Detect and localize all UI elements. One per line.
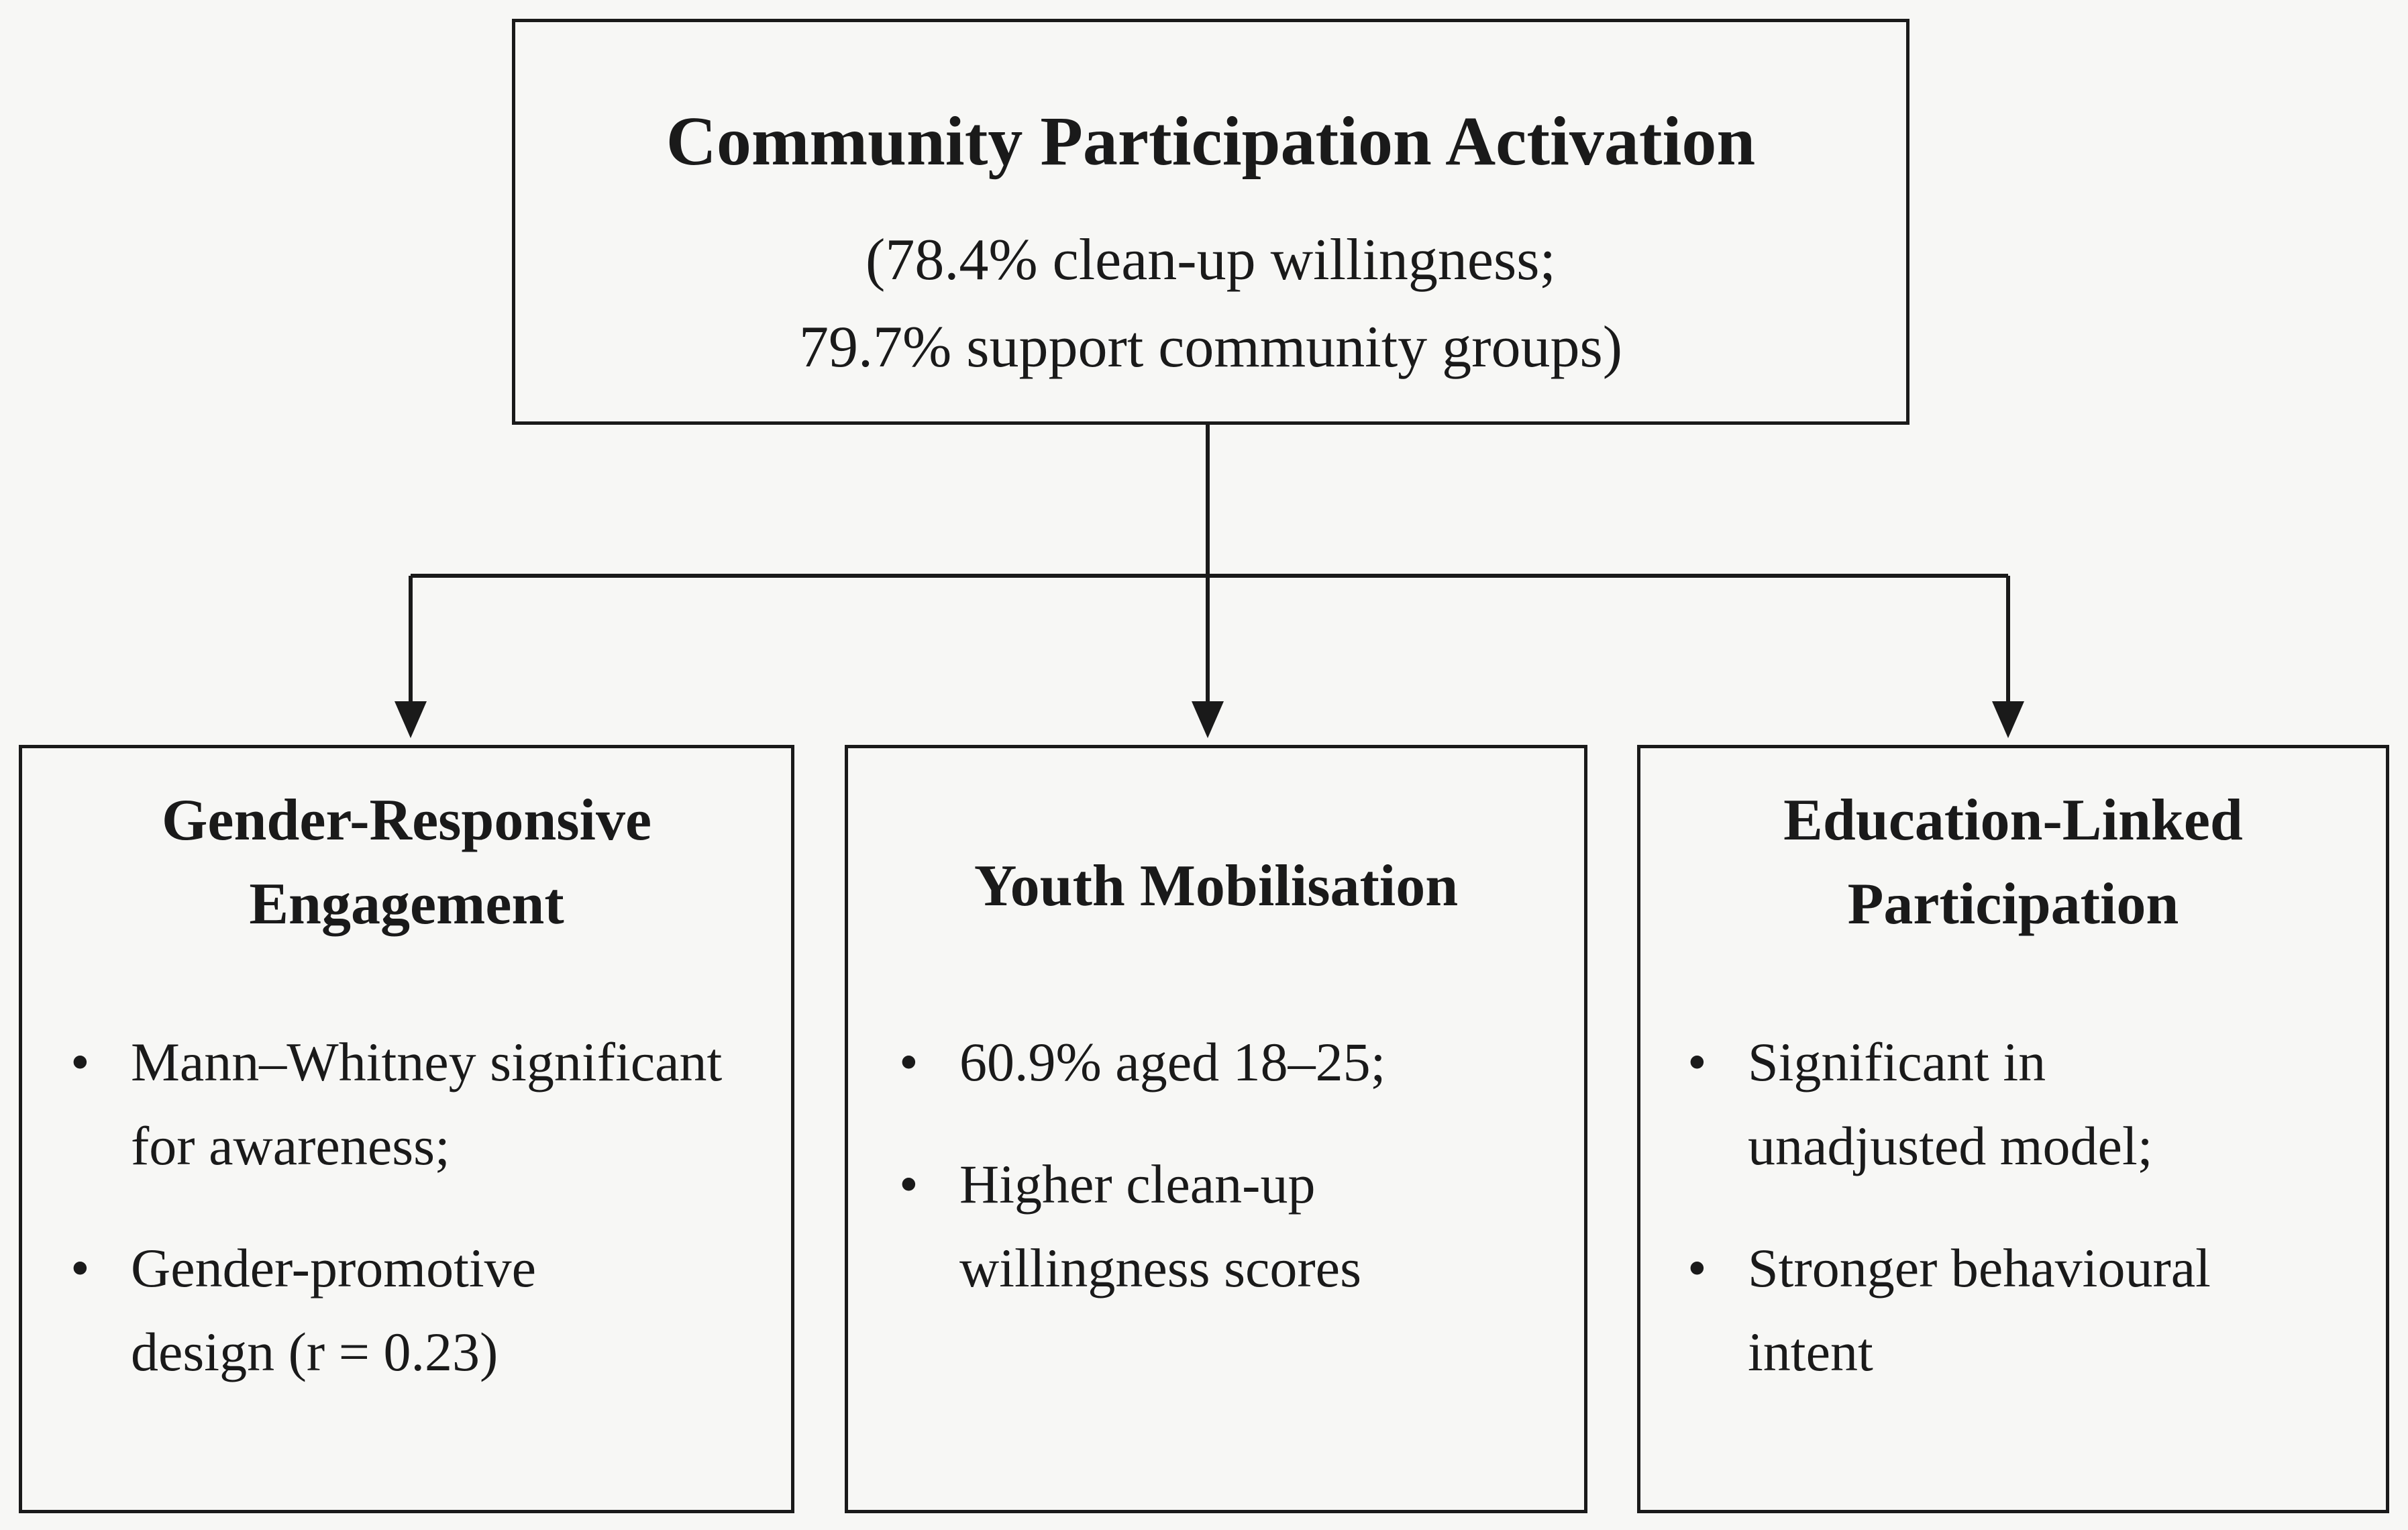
bullet-text-line: Significant in: [1748, 1031, 2046, 1092]
bullet-dot-icon: •: [1687, 1031, 1707, 1092]
list-item: [899, 1142, 1583, 1310]
youth-title-line: Youth Mobilisation: [974, 854, 1459, 919]
bullet-text-line: 60.9% aged 18–25;: [959, 1031, 1386, 1092]
arrowhead-center: [1192, 701, 1224, 738]
bullet-dot-icon: •: [899, 1154, 919, 1215]
bullet-text-line: intent: [1748, 1321, 1873, 1382]
education-title-line-1: Education-Linked: [1783, 788, 2243, 853]
bullet-text-line: Mann–Whitney significant: [131, 1031, 723, 1092]
bullet-text-line: willingness scores: [959, 1237, 1361, 1298]
top-box-stat-line-2: 79.7% support community groups): [798, 315, 1622, 380]
education-box-title: [1637, 778, 2389, 946]
youth-bullet-list: [899, 1020, 1583, 1348]
arrowhead-right: [1992, 701, 2024, 738]
bullet-text-line: for awareness;: [131, 1115, 450, 1176]
top-box-title: Community Participation Activation: [666, 103, 1756, 180]
education-title-line-2: Participation: [1847, 872, 2179, 937]
gender-bullet-list: [70, 1020, 795, 1432]
top-box-stat-line-1: (78.4% clean-up willingness;: [866, 227, 1556, 293]
bullet-text-line: design (r = 0.23): [131, 1321, 499, 1382]
top-box-community-participation: [512, 19, 1909, 425]
gender-title-line-2: Engagement: [249, 872, 564, 937]
youth-box-title: [845, 844, 1587, 928]
bullet-dot-icon: •: [70, 1237, 90, 1298]
bullet-text-line: Stronger behavioural: [1748, 1237, 2211, 1298]
bullet-dot-icon: •: [70, 1031, 90, 1092]
list-item: [1687, 1226, 2385, 1394]
gender-box-title: [19, 778, 794, 946]
gender-title-line-1: Gender-Responsive: [161, 788, 652, 853]
bullet-dot-icon: •: [899, 1031, 919, 1092]
bullet-text-line: unadjusted model;: [1748, 1115, 2153, 1176]
list-item: [70, 1226, 795, 1394]
bullet-text-line: Higher clean-up: [959, 1154, 1316, 1215]
list-item: [1687, 1020, 2385, 1188]
bullet-dot-icon: •: [1687, 1237, 1707, 1298]
list-item: [899, 1020, 1583, 1104]
education-bullet-list: [1687, 1020, 2385, 1432]
list-item: [70, 1020, 795, 1188]
bullet-text-line: Gender-promotive: [131, 1237, 537, 1298]
arrowhead-left: [395, 701, 427, 738]
